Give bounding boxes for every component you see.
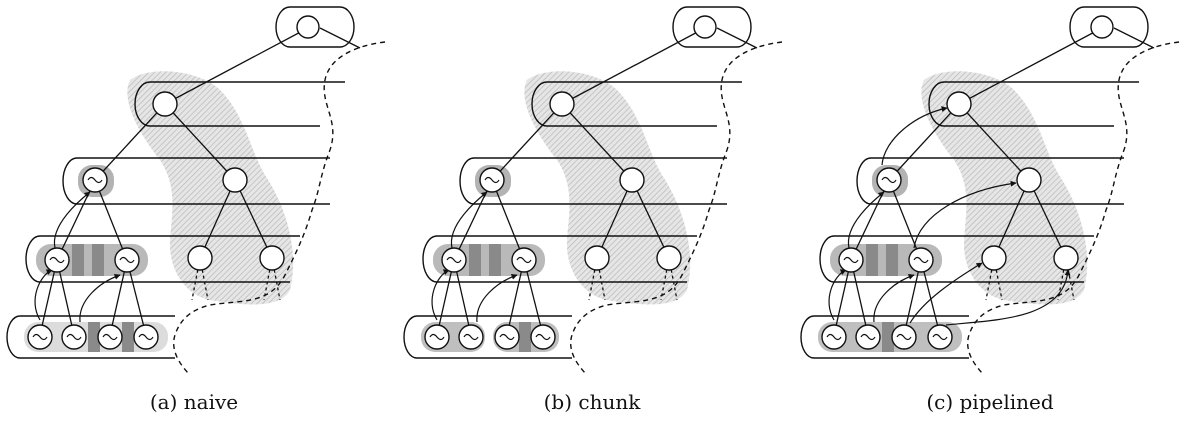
caption-pipelined: (c) pipelined bbox=[926, 390, 1054, 414]
node-l1 bbox=[153, 92, 177, 116]
panel-naive bbox=[7, 7, 385, 375]
caption-naive: (a) naive bbox=[149, 390, 239, 414]
node-l3-d bbox=[260, 246, 284, 270]
root-node bbox=[297, 16, 319, 38]
panel-pipelined bbox=[801, 7, 1179, 375]
node-l2-right bbox=[223, 168, 247, 192]
caption-chunk: (b) chunk bbox=[543, 390, 641, 414]
panel-chunk bbox=[404, 7, 782, 375]
node-l3-c bbox=[188, 246, 212, 270]
